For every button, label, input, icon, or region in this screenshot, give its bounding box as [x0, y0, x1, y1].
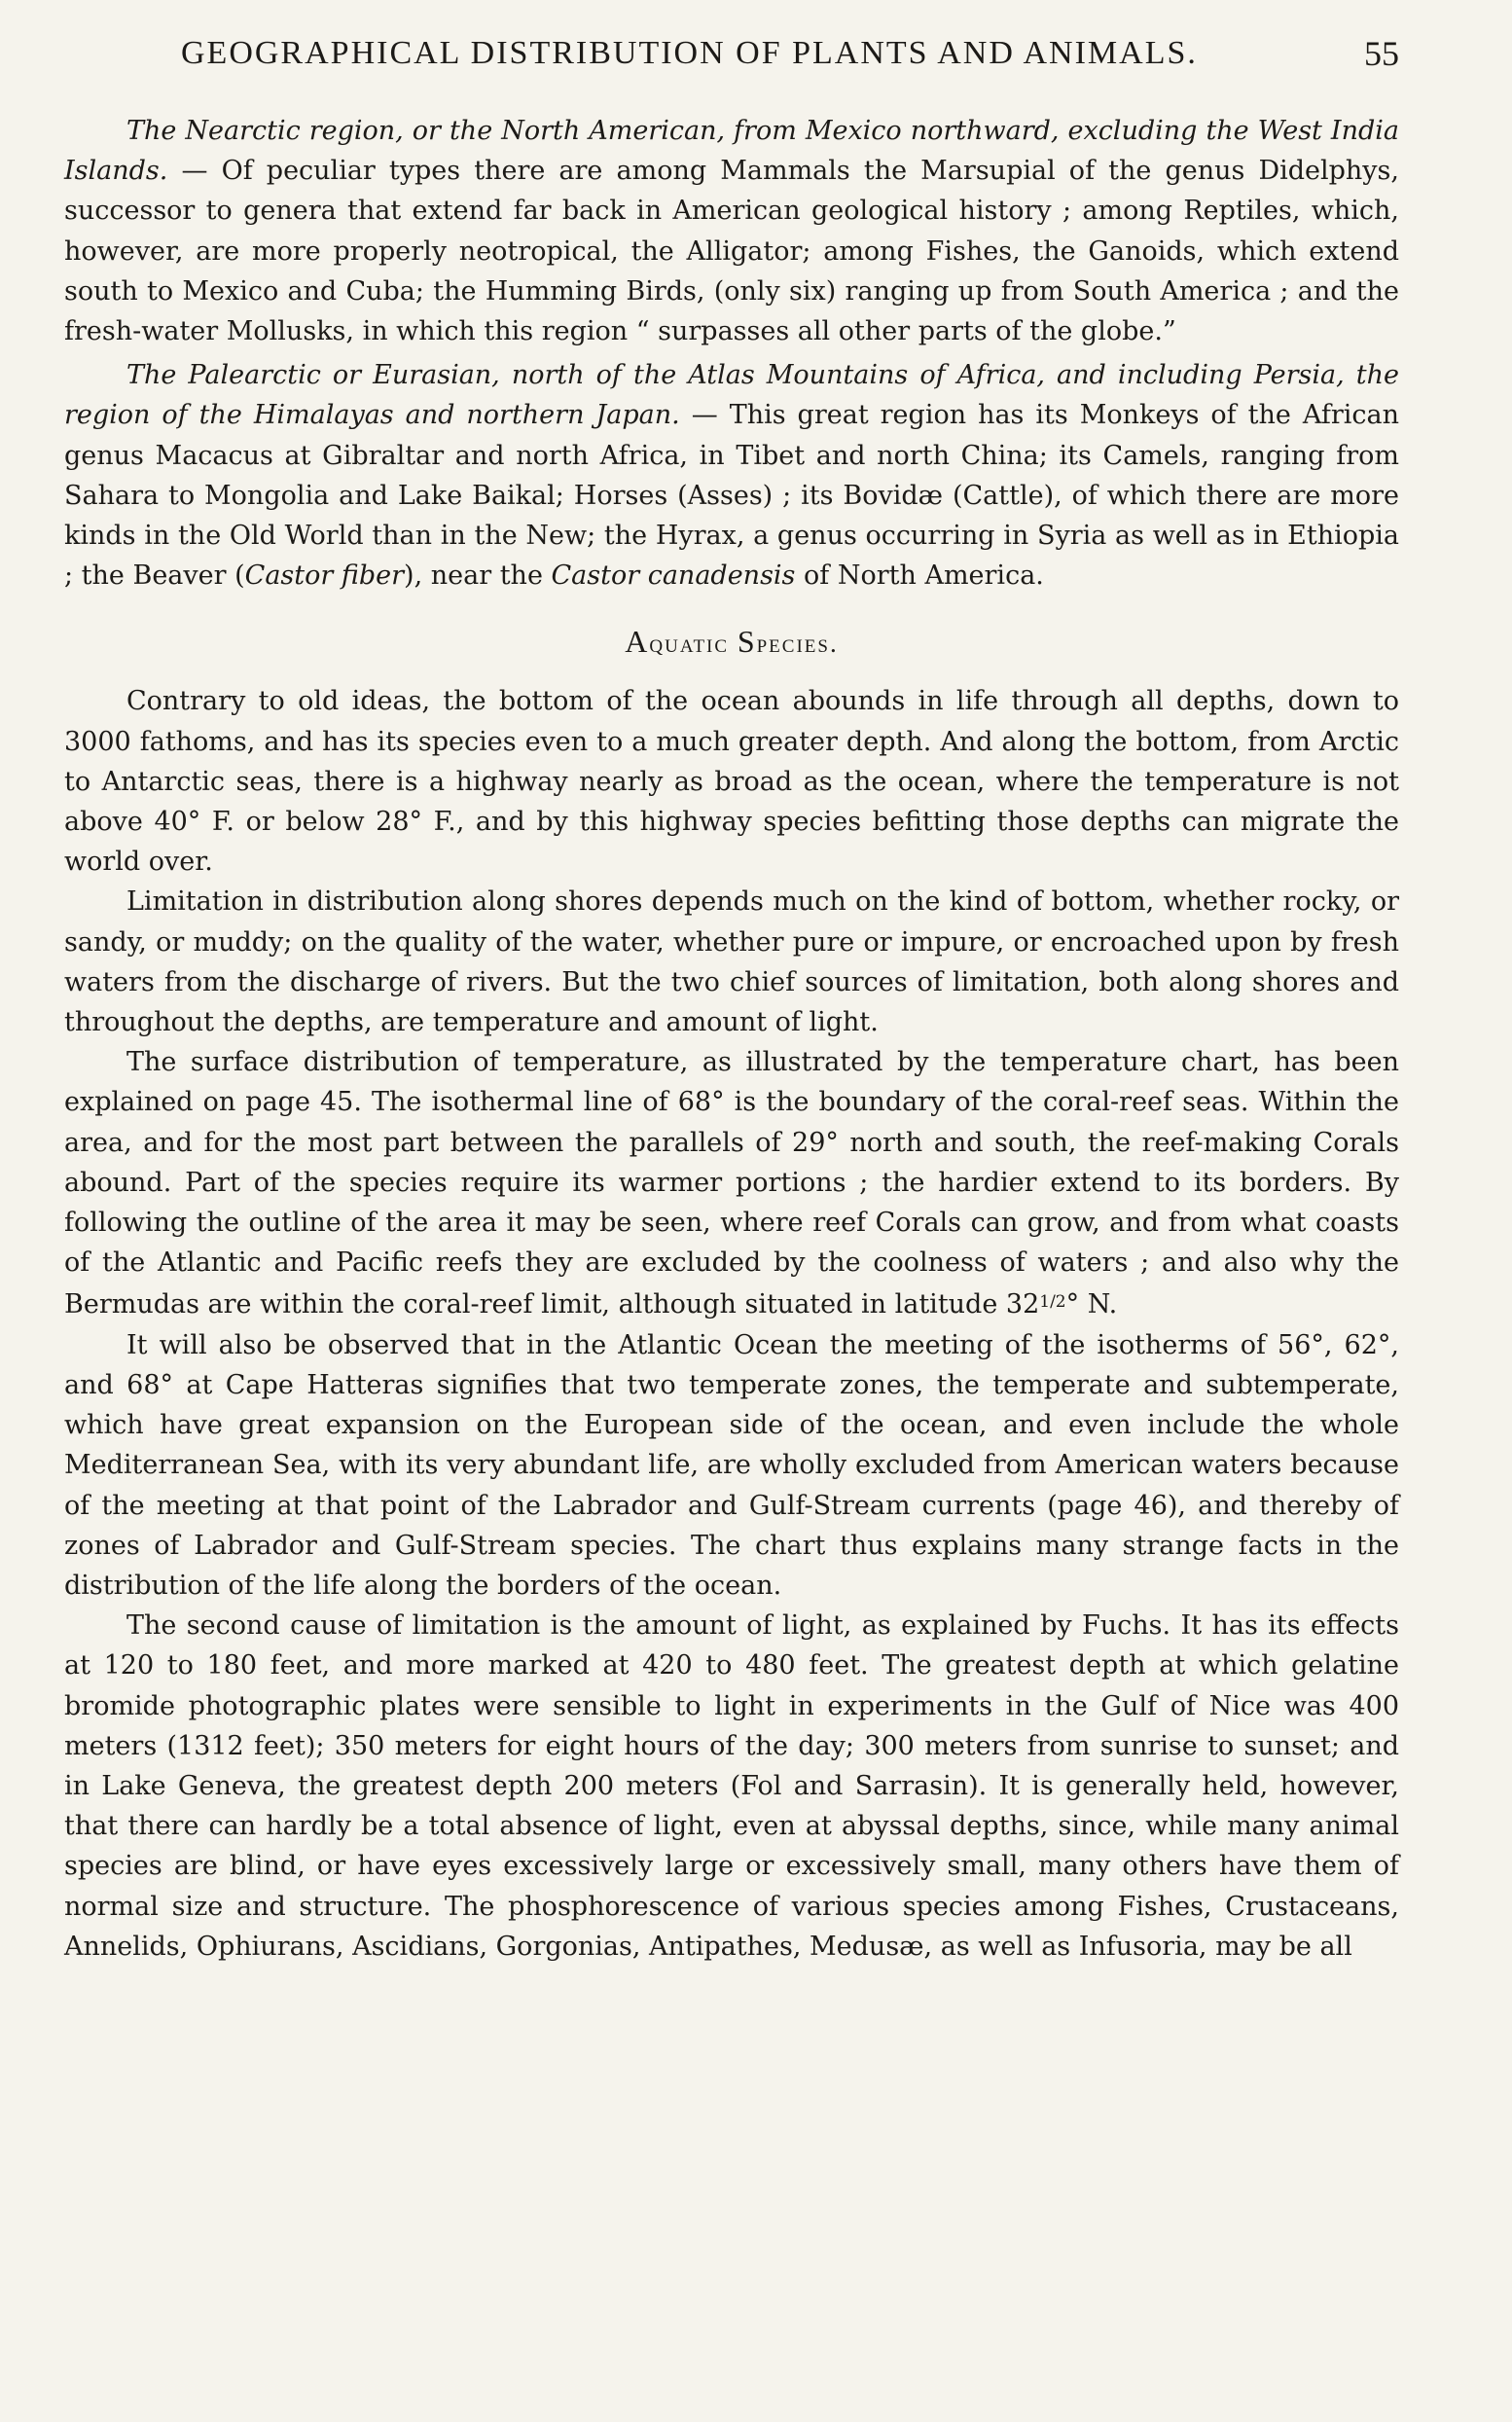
paragraph-shore-limitation: Limitation in distribution along shores depends much on the kind of bottom, whether rocky, or sandy, or muddy; on the quality of the water, whether pure or impure, or encroached upon by fresh waters from the discharge of rivers. But the two chief sources of limitation, both along shores and throughout the depths, are temperature and amount of light. [64, 886, 1399, 1038]
heading-initial-2: S [737, 624, 757, 660]
heading-rest-1: quatic [649, 629, 738, 659]
paragraph-surface-temperature [64, 1042, 1399, 1324]
paragraph-nearctic [64, 111, 1399, 351]
nearctic-body: Of peculiar types there are among Mammals the Marsupial of the genus Didelphys, successor to genera that extend far back in American geological history ; among Reptiles, which, however, are more properly neotropical, the Alligator; among Fishes, the Ganoids, which extend south to Mexico and Cuba; the Humming Birds, (only six) ranging up from South America ; and the fresh-water Mollusks, in which this region “ surpasses all other parts of the globe.” [64, 156, 1399, 347]
paragraph-cape-hatteras: It will also be observed that in the Atlantic Ocean the meeting of the isotherms of 56°, 62°, and 68° at Cape Hatteras signifies that two temperate zones, the temperate and subtemperate, which have great expansion on the European side of the ocean, and even include the whole Mediterranean Sea, with its very abundant life, are wholly excluded from American waters because of the meeting at that point of the Labrador and Gulf-Stream currents (page 46), and thereby of zones of Labrador and Gulf-Stream species. The chart thus explains many strange facts in the distribution of the life along the borders of the ocean. [64, 1329, 1399, 1601]
palearctic-body-1: This great region has its Monkeys of the African genus Macacus at Gibraltar and north Africa, in Tibet and north China; its Camels, ranging from Sahara to Mongolia and Lake Baikal; Horses (Asses) ; its Bovidæ (Cattle), of which there are more kinds in the Old World than in the New; the Hyrax, a genus occurring in Syria as well as in Ethiopia ; the Beaver ( [64, 400, 1400, 592]
palearctic-body-3: of North America. [795, 560, 1044, 592]
nearctic-dash: — [167, 156, 222, 187]
palearctic-italic-castor-fiber: Castor fiber [244, 560, 405, 592]
paragraph-light-limitation: The second cause of limitation is the amount of light, as explained by Fuchs. It has its effects at 120 to 180 feet, and more marked at 420 to 480 feet. The greatest depth at which gelatine bromide photographic plates were sensible to light in experiments in the Gulf of Nice was 400 meters (1312 feet); 350 meters for eight hours of the day; 300 meters from sunrise to sunset; and in Lake Geneva, the greatest depth 200 meters (Fol and Sarrasin). It is generally held, however, that there can hardly be a total absence of light, even at abyssal depths, since, while many animal species are blind, or have eyes excessively large or excessively small, many others have them of normal size and structure. The phosphorescence of various species among Fishes, Crustaceans, Annelids, Ophiurans, Ascidians, Gorgonias, Antipathes, Medusæ, as well as Infusoria, may be all [64, 1610, 1399, 1962]
running-title: GEOGRAPHICAL DISTRIBUTION OF PLANTS AND ANIMALS. [181, 35, 1198, 71]
paragraph-palearctic [64, 355, 1399, 596]
running-head [64, 35, 1399, 82]
latitude-fraction: 1/2 [1039, 1292, 1066, 1313]
palearctic-dash: — [679, 400, 730, 431]
paragraph-ocean-depths: Contrary to old ideas, the bottom of the ocean abounds in life through all depths, down to 3000 fathoms, and has its species even to a much greater depth. And along the bottom, from Arctic to Antarctic seas, there is a highway nearly as broad as the ocean, where the temperature is not above 40° F. or below 28° F., and by this highway species befitting those depths can migrate the world over. [64, 686, 1399, 878]
temperature-text-end: ° N. [1065, 1289, 1118, 1320]
palearctic-italic-castor-canadensis: Castor canadensis [551, 560, 796, 592]
section-heading [64, 621, 1399, 662]
nearctic-lead: The Nearctic region, or the North American, from Mexico northward, excluding the West India Islands. [64, 116, 1399, 187]
book-page [64, 35, 1399, 1967]
temperature-text: The surface distribution of temperature, as illustrated by the temperature chart, has been explained on page 45. The isothermal line of 68° is the boundary of the coral-reef seas. Within the area, and for the most part between the parallels of 29° north and south, the reef-making Corals abound. Part of the species require its warmer portions ; the hardier extend to its borders. By following the outline of the area it may be seen, where reef Corals can grow, and from what coasts of the Atlantic and Pacific reefs they are excluded by the coolness of waters ; and also why the Bermudas are within the coral-reef limit, although situated in latitude 32 [64, 1047, 1399, 1320]
palearctic-lead: The Palearctic or Eurasian, north of the Atlas Mountains of Africa, and including Persia, the region of the Himalayas and northern Japan. [64, 360, 1399, 431]
heading-initial-1: A [625, 624, 650, 660]
heading-rest-2: pecies. [756, 629, 839, 659]
palearctic-body-2: ), near the [404, 560, 552, 592]
page-number: 55 [1364, 34, 1399, 73]
